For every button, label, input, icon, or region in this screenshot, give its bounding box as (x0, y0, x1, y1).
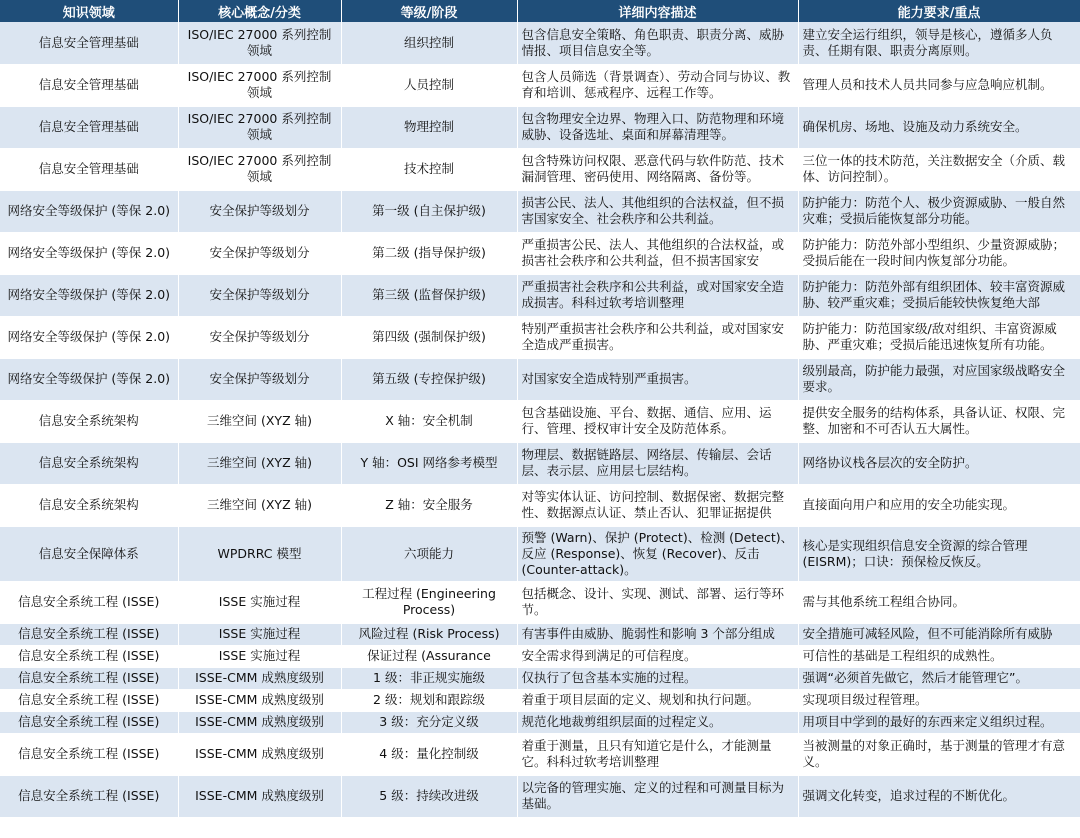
cell-text: WPDRRC 模型 (217, 545, 302, 561)
cell-text: 1 级：非正规实施级 (373, 670, 485, 685)
knowledge-domain-cell (0, 484, 178, 526)
cell-text: 第三级 (监督保护级) (372, 287, 486, 302)
cell-text: 5 级：持续改进级 (379, 788, 479, 803)
knowledge-domain-cell (0, 526, 178, 581)
cell-text: 防护能力：防范外部小型组织、少量资源威胁；受损后能在一段时间内恢复部分功能。 (802, 237, 1066, 268)
description-cell (517, 358, 798, 400)
cell-text: ISSE 实施过程 (218, 626, 301, 641)
core-concept-cell (178, 232, 341, 274)
level-stage-cell (341, 64, 517, 106)
cell-text: 4 级：量化控制级 (379, 746, 479, 761)
cell-text: 包含信息安全策略、角色职责、职责分离、威胁情报、项目信息安全等。 (521, 26, 785, 58)
core-concept-cell (178, 358, 341, 400)
level-stage-cell (341, 106, 517, 148)
level-stage-cell (341, 733, 517, 775)
cell-text: 第一级 (自主保护级) (372, 203, 486, 218)
description-cell (517, 484, 798, 526)
table-row (0, 22, 1080, 64)
cell-text: X 轴：安全机制 (385, 413, 473, 428)
core-concept-cell (178, 274, 341, 316)
knowledge-domain-cell (0, 711, 178, 733)
table-row (0, 274, 1080, 316)
cell-text: 第四级 (强制保护级) (372, 329, 486, 344)
requirement-cell (798, 358, 1080, 400)
table-row (0, 733, 1080, 775)
description-cell (517, 106, 798, 148)
cell-text: 直接面向用户和应用的安全功能实现。 (802, 497, 1016, 512)
header-level: 等级/阶段 (341, 0, 517, 22)
cell-text: 安全措施可减轻风险，但不可能消除所有威胁 (802, 626, 1053, 641)
description-cell (517, 442, 798, 484)
cell-text: 网络安全等级保护 (等保 2.0) (7, 329, 171, 344)
description-cell (517, 775, 798, 817)
cell-text: 人员控制 (403, 77, 454, 92)
requirement-cell (798, 148, 1080, 190)
knowledge-domain-cell (0, 400, 178, 442)
requirement-cell (798, 775, 1080, 817)
level-stage-cell (341, 400, 517, 442)
core-concept-cell (178, 689, 341, 711)
table-row (0, 400, 1080, 442)
core-concept-cell (178, 733, 341, 775)
core-concept-cell (178, 711, 341, 733)
level-stage-cell (341, 689, 517, 711)
table-row (0, 689, 1080, 711)
requirement-cell (798, 22, 1080, 64)
cell-text: 着重于测量，且只有知道它是什么，才能测量它。科科过软考培训整理 (521, 738, 772, 769)
cell-text: 信息安全系统架构 (38, 413, 139, 428)
cell-text: 强调文化转变，追求过程的不断优化。 (802, 788, 1016, 803)
cell-text: 网络协议栈各层次的安全防护。 (802, 455, 978, 470)
cell-text: 有害事件由威胁、脆弱性和影响 3 个部分组成 (521, 626, 775, 641)
cell-text: 信息安全系统工程 (ISSE) (18, 714, 160, 729)
level-stage-cell (341, 316, 517, 358)
description-cell (517, 148, 798, 190)
cell-text: 第五级 (专控保护级) (372, 371, 486, 386)
cell-text: ISSE-CMM 成熟度级别 (195, 746, 324, 761)
level-stage-cell (341, 442, 517, 484)
cell-text: 核心是实现组织信息安全资源的综合管理 (EISRM)；口诀：预保检反恢反。 (802, 537, 1028, 569)
cell-text: ISO/IEC 27000 系列控制领域 (187, 26, 332, 58)
requirement-cell (798, 645, 1080, 667)
header-concept: 核心概念/分类 (178, 0, 341, 22)
knowledge-domain-cell (0, 689, 178, 711)
description-cell (517, 667, 798, 689)
cell-text: 安全保护等级划分 (209, 329, 310, 344)
cell-text: 包含基础设施、平台、数据、通信、应用、运行、管理、授权审计安全及防范体系。 (521, 405, 772, 436)
cell-text: ISO/IEC 27000 系列控制领域 (187, 111, 332, 142)
table-row (0, 316, 1080, 358)
header-description: 详细内容描述 (517, 0, 798, 22)
level-stage-cell (341, 232, 517, 274)
cell-text: 建立安全运行组织，领导是核心，遵循多人负责、任期有限、职责分离原则。 (802, 26, 1053, 58)
cell-text: 信息安全管理基础 (38, 161, 139, 176)
cell-text: 防护能力：防范国家级/敌对组织、丰富资源威胁、严重灾难；受损后能迅速恢复所有功能。 (802, 321, 1057, 352)
cell-text: 网络安全等级保护 (等保 2.0) (7, 203, 171, 218)
requirement-cell (798, 711, 1080, 733)
table-row (0, 775, 1080, 817)
cell-text: 包含特殊访问权限、恶意代码与软件防范、技术漏洞管理、密码使用、网络隔离、备份等。 (521, 153, 785, 184)
requirement-cell (798, 274, 1080, 316)
description-cell (517, 190, 798, 232)
cell-text: 实现项目级过程管理。 (802, 692, 928, 707)
level-stage-cell (341, 274, 517, 316)
cell-text: 用项目中学到的最好的东西来定义组织过程。 (802, 714, 1053, 729)
cell-text: 信息安全系统架构 (38, 455, 139, 470)
cell-text: ISO/IEC 27000 系列控制领域 (187, 69, 332, 100)
cell-text: 对国家安全造成特别严重损害。 (521, 371, 697, 386)
knowledge-domain-cell (0, 190, 178, 232)
cell-text: 包含物理安全边界、物理入口、防范物理和环境威胁、设备选址、桌面和屏幕清理等。 (521, 111, 785, 142)
core-concept-cell (178, 775, 341, 817)
cell-text: 信息安全系统工程 (ISSE) (18, 626, 160, 641)
cell-text: 特别严重损害社会秩序和公共利益，或对国家安全造成严重损害。 (521, 321, 785, 352)
requirement-cell (798, 689, 1080, 711)
cell-text: 规范化地裁剪组织层面的过程定义。 (521, 714, 722, 729)
table-row (0, 106, 1080, 148)
cell-text: 严重损害公民、法人、其他组织的合法权益，或损害社会秩序和公共利益，但不损害国家安 (521, 237, 785, 268)
core-concept-cell (178, 400, 341, 442)
requirement-cell (798, 400, 1080, 442)
cell-text: 预警 (Warn)、保护 (Protect)、检测 (Detect)、反应 (Response)、恢复 (Recover)、反击 (Counter-attack)。 (521, 529, 794, 577)
table-row (0, 484, 1080, 526)
cell-text: 物理层、数据链路层、网络层、传输层、会话层、表示层、应用层七层结构。 (521, 447, 772, 478)
cell-text: 三维空间 (XYZ 轴) (207, 497, 312, 512)
core-concept-cell (178, 106, 341, 148)
cell-text: 安全需求得到满足的可信程度。 (521, 648, 697, 663)
cell-text: 信息安全管理基础 (38, 77, 139, 92)
core-concept-cell (178, 645, 341, 667)
level-stage-cell (341, 581, 517, 623)
description-cell (517, 645, 798, 667)
knowledge-domain-cell (0, 274, 178, 316)
cell-text: 信息安全系统工程 (ISSE) (18, 746, 160, 761)
cell-text: 网络安全等级保护 (等保 2.0) (7, 245, 171, 260)
description-cell (517, 581, 798, 623)
table-row (0, 358, 1080, 400)
cell-text: 信息安全管理基础 (38, 119, 139, 134)
requirement-cell (798, 667, 1080, 689)
cell-text: 信息安全系统工程 (ISSE) (18, 648, 160, 663)
level-stage-cell (341, 148, 517, 190)
requirement-cell (798, 442, 1080, 484)
table-row (0, 148, 1080, 190)
description-cell (517, 274, 798, 316)
knowledge-domain-cell (0, 442, 178, 484)
knowledge-domain-cell (0, 148, 178, 190)
description-cell (517, 733, 798, 775)
description-cell (517, 64, 798, 106)
cell-text: 信息安全系统工程 (ISSE) (18, 788, 160, 803)
description-cell (517, 400, 798, 442)
cell-text: 仅执行了包含基本实施的过程。 (521, 670, 697, 685)
table-row (0, 711, 1080, 733)
description-cell (517, 22, 798, 64)
description-cell (517, 711, 798, 733)
cell-text: 技术控制 (403, 161, 454, 176)
cell-text: ISSE-CMM 成熟度级别 (195, 714, 324, 729)
requirement-cell (798, 232, 1080, 274)
table-row (0, 64, 1080, 106)
cell-text: 强调“必须首先做它，然后才能管理它”。 (802, 670, 1028, 685)
cell-text: 信息安全系统工程 (ISSE) (18, 692, 160, 707)
description-cell (517, 689, 798, 711)
level-stage-cell (341, 484, 517, 526)
level-stage-cell (341, 775, 517, 817)
knowledge-domain-cell (0, 22, 178, 64)
cell-text: ISO/IEC 27000 系列控制领域 (187, 153, 332, 184)
cell-text: 三位一体的技术防范，关注数据安全（介质、载体、访问控制）。 (802, 153, 1066, 184)
knowledge-domain-cell (0, 733, 178, 775)
cell-text: 管理人员和技术人员共同参与应急响应机制。 (802, 77, 1053, 92)
requirement-cell (798, 484, 1080, 526)
cell-text: 保证过程 (Assurance (367, 648, 491, 663)
cell-text: 网络安全等级保护 (等保 2.0) (7, 287, 171, 302)
core-concept-cell (178, 484, 341, 526)
cell-text: 着重于项目层面的定义、规划和执行问题。 (521, 692, 760, 707)
requirement-cell (798, 581, 1080, 623)
core-concept-cell (178, 442, 341, 484)
cell-text: 2 级：规划和跟踪级 (373, 692, 485, 707)
requirement-cell (798, 106, 1080, 148)
cell-text: 级别最高，防护能力最强，对应国家级战略安全要求。 (802, 363, 1066, 394)
cell-text: 可信性的基础是工程组织的成熟性。 (802, 648, 1003, 663)
cell-text: 3 级：充分定义级 (379, 714, 479, 729)
cell-text: 三维空间 (XYZ 轴) (207, 455, 312, 470)
table-row (0, 232, 1080, 274)
level-stage-cell (341, 190, 517, 232)
cell-text: 信息安全系统工程 (ISSE) (18, 594, 160, 609)
cell-text: 六项能力 (403, 545, 454, 561)
cell-text: 防护能力：防范外部有组织团体、较丰富资源威胁、较严重灾难；受损后能较快恢复绝大部 (802, 279, 1066, 310)
knowledge-domain-cell (0, 645, 178, 667)
knowledge-domain-cell (0, 106, 178, 148)
cell-text: Z 轴：安全服务 (385, 497, 473, 512)
cell-text: ISSE-CMM 成熟度级别 (195, 788, 324, 803)
knowledge-domain-cell (0, 358, 178, 400)
cell-text: 风险过程 (Risk Process) (358, 626, 500, 641)
cell-text: ISSE-CMM 成熟度级别 (195, 692, 324, 707)
cell-text: 需与其他系统工程组合协同。 (802, 594, 966, 609)
cell-text: 安全保护等级划分 (209, 245, 310, 260)
table-row (0, 645, 1080, 667)
cell-text: 工程过程 (Engineering Process) (362, 586, 496, 617)
cell-text: 三维空间 (XYZ 轴) (207, 413, 312, 428)
core-concept-cell (178, 22, 341, 64)
cell-text: ISSE 实施过程 (218, 594, 301, 609)
core-concept-cell (178, 148, 341, 190)
requirement-cell (798, 190, 1080, 232)
cell-text: 网络安全等级保护 (等保 2.0) (7, 371, 171, 386)
core-concept-cell (178, 581, 341, 623)
cell-text: 物理控制 (403, 119, 454, 134)
knowledge-domain-cell (0, 623, 178, 645)
cell-text: 包括概念、设计、实现、测试、部署、运行等环节。 (521, 586, 785, 617)
requirement-cell (798, 526, 1080, 581)
level-stage-cell (341, 358, 517, 400)
requirement-cell (798, 733, 1080, 775)
level-stage-cell (341, 22, 517, 64)
level-stage-cell (341, 645, 517, 667)
cell-text: 当被测量的对象正确时，基于测量的管理才有意义。 (802, 738, 1066, 769)
cell-text: ISSE-CMM 成熟度级别 (195, 670, 324, 685)
cell-text: ISSE 实施过程 (218, 648, 301, 663)
cell-text: 组织控制 (403, 34, 454, 50)
cell-text: 严重损害社会秩序和公共利益，或对国家安全造成损害。科科过软考培训整理 (521, 279, 785, 310)
core-concept-cell (178, 316, 341, 358)
level-stage-cell (341, 623, 517, 645)
cell-text: 对等实体认证、访问控制、数据保密、数据完整性、数据源点认证、禁止否认、犯罪证据提供 (521, 489, 785, 520)
knowledge-domain-cell (0, 232, 178, 274)
cell-text: 确保机房、场地、设施及动力系统安全。 (802, 119, 1028, 134)
cell-text: Y 轴：OSI 网络参考模型 (360, 455, 498, 470)
cell-text: 信息安全系统架构 (38, 497, 139, 512)
cell-text: 安全保护等级划分 (209, 203, 310, 218)
table-row (0, 442, 1080, 484)
header-requirement: 能力要求/重点 (798, 0, 1080, 22)
core-concept-cell (178, 667, 341, 689)
core-concept-cell (178, 623, 341, 645)
cell-text: 安全保护等级划分 (209, 287, 310, 302)
cell-text: 信息安全系统工程 (ISSE) (18, 670, 160, 685)
cell-text: 提供安全服务的结构体系，具备认证、权限、完整、加密和不可否认五大属性。 (802, 405, 1066, 436)
knowledge-domain-cell (0, 581, 178, 623)
cell-text: 信息安全保障体系 (38, 545, 139, 561)
table-header-row (0, 0, 1080, 22)
table-row (0, 667, 1080, 689)
description-cell (517, 316, 798, 358)
knowledge-domain-cell (0, 316, 178, 358)
knowledge-domain-cell (0, 775, 178, 817)
level-stage-cell (341, 526, 517, 581)
cell-text: 包含人员筛选（背景调查）、劳动合同与协议、教育和培训、惩戒程序、远程工作等。 (521, 69, 791, 100)
requirement-cell (798, 316, 1080, 358)
header-domain: 知识领域 (0, 0, 178, 22)
knowledge-domain-cell (0, 667, 178, 689)
level-stage-cell (341, 667, 517, 689)
table-row (0, 190, 1080, 232)
cell-text: 安全保护等级划分 (209, 371, 310, 386)
requirement-cell (798, 623, 1080, 645)
table-row (0, 623, 1080, 645)
table-row (0, 581, 1080, 623)
cell-text: 信息安全管理基础 (38, 34, 139, 50)
cell-text: 防护能力：防范个人、极少资源威胁、一般自然灾难；受损后能恢复部分功能。 (802, 195, 1066, 226)
description-cell (517, 232, 798, 274)
description-cell (517, 526, 798, 581)
cell-text: 以完备的管理实施、定义的过程和可测量目标为基础。 (521, 780, 785, 811)
knowledge-domain-cell (0, 64, 178, 106)
core-concept-cell (178, 526, 341, 581)
core-concept-cell (178, 190, 341, 232)
description-cell (517, 623, 798, 645)
level-stage-cell (341, 711, 517, 733)
core-concept-cell (178, 64, 341, 106)
requirement-cell (798, 64, 1080, 106)
cell-text: 第二级 (指导保护级) (372, 245, 486, 260)
cell-text: 损害公民、法人、其他组织的合法权益，但不损害国家安全、社会秩序和公共利益。 (521, 195, 785, 226)
table-row (0, 526, 1080, 581)
